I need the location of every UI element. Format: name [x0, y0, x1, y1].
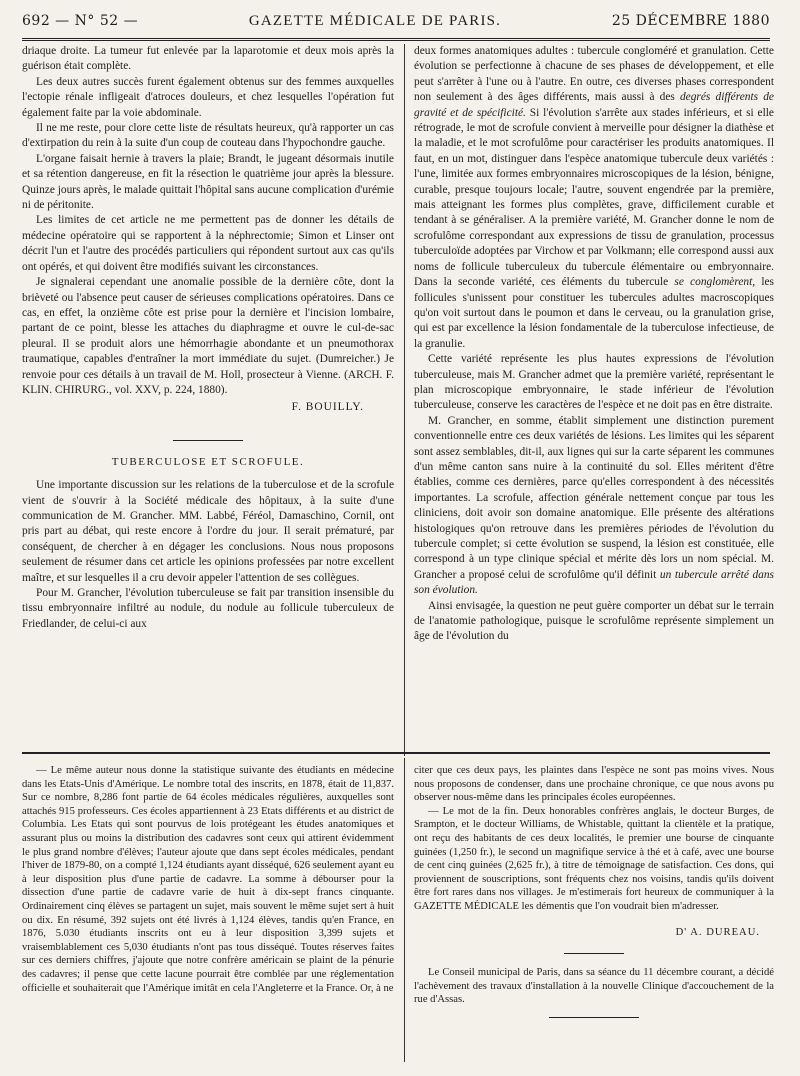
paragraph: Le Conseil municipal de Paris, dans sa séance du 11 décembre courant, a décidé l'achèvement des travaux d'installation à la nouvelle Clinique d'accouchement de la rue d'Assas. [414, 967, 774, 1006]
emphasis: un tubercule arrêté dans son évolution. [414, 568, 774, 597]
section-title: TUBERCULOSE ET SCROFULE. [111, 455, 305, 468]
paragraph: Les deux autres succès furent également obtenus sur des femmes auxquelles l'ectopie rénale infligeait d'atroces douleurs, et chez lesquelles l'opération fut également faite par la voie abdominale. [22, 75, 394, 119]
paragraph: deux formes anatomiques adultes : tubercule congloméré et granulation. Cette évolution se perfectionne à chacune de ses phases de développement, et elle peut s'arrêter à l'une ou à l'autre. En outre, ces diverses phases correspondent non seulement à des âges différents, mais aussi à des degrés différents de gravité et de spécificité. Si l'évolution s'arrête aux stades inférieurs, et si elle rétrograde, le mot de scrofule convient à merveille pour désigner la diathèse et la maladie, et le mot scrofulôme pour caractériser les produits anatomiques. Il faut, en un mot, distinguer dans l'espèce anatomique tubercule deux variétés : l'une, limitée aux formes embryonnaires microscopiques de la lésion, bénigne, curable, presque toujours locale; l'autre, souvent engendrée par la première, mais atteignant les formes plus complètes, grave, difficilement curable et tendant à se généraliser. A la première variété, M. Grancher donne le nom de scrofulôme correspondant aux expressions de tissu de granulation, processus tuberculoïde adoptées par Virchow et par Volkmann; elle correspond aussi aux noms de follicule tuberculeux du tubercule élémentaire ou embryonnaire. Dans la seconde variété, ces éléments du tubercule se conglomèrent, les follicules s'unissent pour constituer les tubercules adultes macroscopiques qu'on voit surtout dans le poumon et dans le cerveau, ou la granulation grise, qui est par excellence la lésion fondamentale de la tuberculose infectieuse, de la granulie. [414, 45, 774, 350]
paragraph: L'organe faisait hernie à travers la plaie; Brandt, le jugeant désormais inutile et sa rétention dangereuse, en fit la résection le quatrième jour après la blessure. Quinze jours après, le malade quittait l'hôpital sans aucune complication d'urémie ni de péritonite. [22, 152, 394, 212]
paragraph: — Le même auteur nous donne la statistique suivante des étudiants en médecine dans les Etats-Unis d'Amérique. Le nombre total des inscrits, en 1878, était de 11,837. Sur ce nombre, 8,286 font partie de 64 écoles médicales régulières, auxquelles sont attachés 915 professeurs. Ces écoles appartiennent à 23 Etats différents et au district de Columbia. Les Etats qui sont pourvus de lois protégeant les études anatomiques et assurant plus ou moins la distribution des cadavres sont ceux qui attirent évidemment le plus grand nombre d'élèves; l'auteur ajoute que dans sept écoles médicales, pendant l'hiver de 1879-80, on a compté 1,124 étudiants ayant disséqué, 626 seulement ayant eu à leur disposition plus d'une partie de cadavre. La somme à débourser pour la dissection d'une partie de cadavre varie de huit à dix-sept francs cinquante. Ordinairement cinq élèves se partagent un sujet, mais souvent le même sujet sert à huit ou dix. En résumé, 392 sujets ont été livrés à 1,124 élèves, tandis qu'en France, en 1876, 5.030 étudiants inscrits ont eu à leur disposition 3,399 sujets et vraisemblablement ces 5,030 étudiants n'ont pas tous disséqué. Toutes réserves faites sur ces derniers chiffres, j'ajoute que notre confrère américain se plaint de la pénurie des cadavres; il pense que cette lacune pourrait être comblée par une réglementation officielle et souhaiterait que l'Amérique imitât en cela l'Angleterre et la France. Or, à ne [22, 765, 394, 994]
paragraph: citer que ces deux pays, les plaintes dans l'espèce ne sont pas moins vives. Nous nous proposons de condenser, dans une prochaine chronique, ce que nous avons pu observer nous-même dans les principales écoles européennes. [414, 765, 774, 804]
author-signature: D' A. DUREAU. [675, 926, 760, 938]
paragraph: Je signalerai cependant une anomalie possible de la dernière côte, dont la brièveté ou l'absence peut causer de sérieuses complications opératoires. Dans ce cas, en effet, la onzième côte est prise pour la dernière et l'incision lombaire, partant de ce point, blesse les attaches du diaphragme et ouvre le cul-de-sac pleural. Il se produit alors une hémorrhagie abondante et un pneumothorax traumatique, capables d'entraîner la mort immédiate du sujet. (Dumreicher.) Je renvoie pour ces détails à un travail de M. Holl, prosecteur à Vienne. (ARCH. F. KLIN. CHIRURG., vol. XXV, p. 224, 1880). [22, 276, 394, 396]
issue-date: 25 DÉCEMBRE 1880 [611, 13, 770, 29]
paragraph: driaque droite. La tumeur fut enlevée par la laparotomie et deux mois après la guérison était complète. [22, 45, 394, 73]
right-column [414, 44, 774, 645]
section-divider [173, 440, 243, 441]
paragraph: M. Grancher, en somme, établit simplement une distinction purement conventionnelle entre ces deux variétés de lésions. Les limites qui les séparent sont assez semblables, dit-il, aux lignes qui sur la carte séparent les communes d'un même canton sans nuire à la continuité du sol. Elles méritent d'être établies, comme ces dernières, parce qu'elles correspondent à des nécessités importantes. La scrofule, affection générale nettement conçue par tous les cliniciens, doit avoir son domaine anatomique. Elle présente des altérations histologiques qu'on retrouve dans les premières périodes de l'évolution du tubercule complet; si cette évolution se suspend, la lésion est constituée, elle correspond à un type clinique spécial et mérite dès lors un nom spécial. M. Grancher a proposé celui de scrofulôme qu'il définit un tubercule arrêté dans son évolution. [414, 414, 774, 597]
column-divider-upper [404, 44, 405, 756]
section-divider [549, 1017, 639, 1018]
paragraph: Pour M. Grancher, l'évolution tuberculeuse se fait par transition insensible du tissu embryonnaire infiltré au nodule, du nodule au follicule tuberculeux de Friedlander, de celui-ci aux [22, 587, 394, 630]
emphasis: se conglomèrent, [674, 276, 756, 289]
paragraph: Ainsi envisagée, la question ne peut guère comporter un débat sur le terrain de l'anatomie pathologique, puisque le scrofulôme représente simplement un âge de l'évolution du [414, 599, 774, 643]
page-header [22, 8, 770, 34]
column-divider-lower [404, 758, 405, 1062]
paragraph: Il ne me reste, pour clore cette liste de résultats heureux, qu'à rapporter un cas d'extirpation du rein à la suite d'un coup de couteau dans l'hypochondre gauche. [22, 122, 394, 150]
paragraph: Cette variété représente les plus hautes expressions de l'évolution tuberculeuse, mais M. Grancher admet que la première variété, représentant le plan microscopique embryonnaire, le stade inférieur de l'évolution tuberculeuse, conserve les caractères de l'espèce et ne doit pas en être distraite. [414, 353, 774, 412]
left-column [22, 44, 394, 632]
paragraph: Les limites de cet article ne me permettent pas de donner les détails de médecine opératoire qui se rapportent à la néphrectomie; Simon et Linser ont décrit l'un et l'autre des procédés particuliers qui répondent surtout aux cas qu'ils ont opérés, et qui doivent être modifiés suivant les circonstances. [22, 214, 394, 273]
paragraph: Une importante discussion sur les relations de la tuberculose et de la scrofule vient de s'ouvrir à la Société médicale des hôpitaux, à la suite d'une communication de M. Grancher. MM. Labbé, Féréol, Damaschino, Cornil, ont pris part au débat, qui reste encore à l'ordre du jour. Il serait prématuré, par conséquent, de chercher à en dégager les conclusions. Nous nous proposons seulement de résumer dans cet article les opinions professées par notre excellent maître, et sur lesquelles il a cru devoir appeler l'attention de ses collègues. [22, 479, 394, 584]
feuilleton-rule [22, 752, 770, 754]
lower-right-column [414, 764, 774, 1018]
lower-left-column [22, 764, 394, 995]
emphasis: degrés différents de gravité et de spécificité. [414, 91, 774, 119]
header-rule [22, 38, 770, 41]
page-number: 692 — N° 52 — [22, 13, 139, 29]
section-divider [564, 953, 624, 954]
author-signature: F. BOUILLY. [291, 401, 364, 414]
journal-title: GAZETTE MÉDICALE DE PARIS. [248, 12, 502, 29]
paragraph: — Le mot de la fin. Deux honorables confrères anglais, le docteur Burges, de Srampton, et le docteur Williams, de Whistable, quittant la clientèle et la pratique, ont reçu des habitants de ces deux localités, le premier une bourse de cinquante guinées (1,250 fr.), le second un magnifique service à thé et à café, avec une bourse de cent cinq guinées (2,625 fr.), à titre de témoignage de satisfaction. Ces dons, qui proviennent de souscriptions, sont fréquents chez nos voisins, tandis qu'ils doivent être fort rares dans nos villages. Je m'estimerais fort heureux de communiquer à la GAZETTE MÉDICALE les démentis que l'on voudrait bien m'adresser. [414, 805, 774, 912]
